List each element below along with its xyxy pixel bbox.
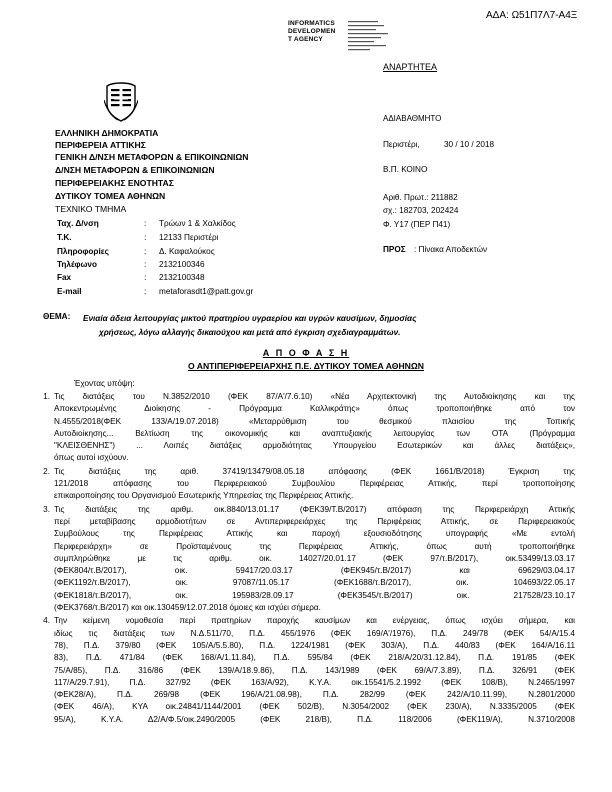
item-line: συμπληρώθηκε με τις αριθμ. οικ. 14027/20.01.17 (ΦΕΚ 97/τ.Β/2017), οικ.53499/13.03.17 bbox=[54, 553, 575, 563]
subject-label: ΘΕΜΑ: bbox=[43, 312, 71, 321]
considerations-list bbox=[30, 391, 575, 727]
informatics-logo-line: T AGENCY bbox=[288, 36, 323, 43]
item-line: "ΚΛΕΙΣΘΕΝΗΣ") ... Λοιπές διατάξεις αρμοδιότητας Υπουργείου Εσωτερικών και άλλες διατάξεις», bbox=[54, 441, 575, 451]
place-label: Περιστέρι, bbox=[383, 140, 420, 149]
contact-colon: : bbox=[144, 219, 147, 228]
item-line: όπως αυτοί ισχύουν. bbox=[54, 453, 129, 463]
consideration-item bbox=[30, 615, 575, 726]
item-number: 4. bbox=[43, 616, 50, 626]
header-directorate: Δ/ΝΣΗ ΜΕΤΑΦΟΡΩΝ & ΕΠΙΚΟΙΝΩΝΙΩΝ bbox=[55, 165, 215, 175]
contact-email-link[interactable]: metaforasdt1@patt.gov.gr bbox=[159, 287, 254, 296]
header-western-sector: ΔΥΤΙΚΟΥ ΤΟΜΕΑ ΑΘΗΝΩΝ bbox=[55, 191, 166, 201]
contact-phone: 2132100346 bbox=[159, 260, 205, 269]
contact-colon: : bbox=[144, 260, 147, 269]
item-line: 121/2018 απόφασης του Περιφερειακού Συμβουλίου Περιφέρειας Αττικής, περί τροποποίησης bbox=[54, 479, 575, 489]
item-line: 78), Π.Δ. 379/80 (ΦΕΚ 105/Α/5.5.80), Π.Δ. 1224/1981 (ΦΕΚ 303/Α), Π.Δ. 440/83 (ΦΕΚ 164/Α/16.11 bbox=[54, 640, 575, 650]
item-line: Την κείμενη νομοθεσία περί πρατηρίων παροχής καυσίμων και ενέργειας, όπως ισχύει σήμερα, και bbox=[54, 616, 575, 626]
digital-signature-mark bbox=[348, 20, 396, 54]
header-general-directorate: ΓΕΝΙΚΗ Δ/ΝΣΗ ΜΕΤΑΦΟΡΩΝ & ΕΠΙΚΟΙΝΩΝΙΩΝ bbox=[55, 152, 249, 162]
item-line: 117/Α/29.7.91), Π.Δ. 327/92 (ΦΕΚ 163/Α/92), Κ.Υ.Α. οικ.15541/5.2.1992 (ΦΕΚ 108/Β), Ν.2465/1997 bbox=[54, 677, 575, 687]
item-line: ιδίως τις διατάξεις των Ν.Δ.511/70, Π.Δ. 455/1976 (ΦΕΚ 169/Α'/1976), Π.Δ. 249/78 (ΦΕΚ 54/Α/15.4 bbox=[54, 628, 575, 638]
contact-label-email: E-mail bbox=[57, 287, 82, 296]
protocol-number: Αριθ. Πρωτ.: 211882 bbox=[383, 193, 458, 202]
contact-fax: 2132100348 bbox=[159, 273, 205, 282]
item-line: (ΦΕΚ1192/τ.Β/2017), οικ. 97087/11.05.17 (ΦΕΚ1688/τ.Β/2017), οικ. 104693/22.05.17 bbox=[54, 578, 575, 588]
subject-text bbox=[83, 312, 583, 340]
consideration-item bbox=[30, 466, 575, 503]
consideration-item bbox=[30, 391, 575, 465]
item-line: Τις διατάξεις της αριθμ. οικ.8840/13.01.17 (ΦΕΚ39/Τ.Β/2017) απόφαση της Περιφερειάρχη Αττικής bbox=[54, 504, 575, 514]
item-line: (ΦΕΚ804/τ.Β/2017), οικ. 59417/20.03.17 (ΦΕΚ945/τ.Β/2017) και 69629/03.04.17 bbox=[54, 566, 575, 576]
item-line: περί μεταβίβασης αρμοδιοτήτων σε Αντιπεριφερειάρχες της Περιφέρειας Αττικής, σε Περιφερειακούς bbox=[54, 516, 575, 526]
contact-colon: : bbox=[144, 287, 147, 296]
item-line: 75/Α/85), Π.Δ. 316/86 (ΦΕΚ 139/Α/18.9.86), Π.Δ. 143/1989 (ΦΕΚ 69/Α/7.3.89), Π.Δ. 326/91 (ΦΕΚ bbox=[54, 665, 575, 675]
greek-emblem-icon bbox=[104, 80, 138, 122]
contact-label-phone: Τηλέφωνο bbox=[57, 260, 97, 269]
item-line: Τις διατάξεις του Ν.3852/2010 (ΦΕΚ 87/Α'/7.6.10) «Νέα Αρχιτεκτονική της Αυτοδιοίκησης και της bbox=[54, 392, 575, 401]
contact-label-address: Ταχ. Δ/νση bbox=[57, 219, 99, 228]
item-line: Αυτοδιοίκησης... Βελτίωση της οικονομικής και αναπτυξιακής λειτουργίας των ΟΤΑ (Πρόγραμμα bbox=[54, 428, 575, 438]
related-numbers: σχ.: 182703, 202424 bbox=[383, 206, 459, 215]
having-regard-label: Έχοντας υπόψη: bbox=[74, 379, 135, 388]
informatics-logo-line: DEVELOPMEN bbox=[288, 28, 336, 35]
contact-colon: : bbox=[144, 233, 147, 242]
item-line: επικαιροποίησης του Οργανισμού Εσωτερικής Υπηρεσίας της Περιφέρειας Αττικής. bbox=[54, 491, 354, 501]
decision-title: Α Π Ο Φ Α Σ Η bbox=[262, 348, 350, 358]
contact-address: Τρώων 1 & Χαλκίδος bbox=[159, 219, 236, 228]
item-line: (ΦΕΚ1818/τ.Β/2017), οικ. 195983/28.09.17 (ΦΕΚ3545/τ.Β/2017) οικ. 217528/23.10.17 bbox=[54, 590, 575, 600]
item-number: 1. bbox=[43, 392, 50, 401]
item-line: Αποκεντρωμένης Διοίκησης - Πρόγραμμα Καλλικράτης» όπως τροποποιήθηκε από τον bbox=[54, 404, 575, 414]
file-reference: Φ. Υ17 (ΠΕΡ Π41) bbox=[383, 220, 451, 229]
contact-person: Δ. Καφαλούκος bbox=[159, 247, 215, 256]
classification-label: ΑΔΙΑΒΑΘΜΗΤΟ bbox=[383, 114, 442, 123]
informatics-logo-line: INFORMATICS bbox=[288, 20, 335, 27]
item-number: 3. bbox=[43, 504, 50, 514]
recipient-value: : Πίνακα Αποδεκτών bbox=[414, 245, 488, 254]
header-region: ΠΕΡΙΦΕΡΕΙΑ ΑΤΤΙΚΗΣ bbox=[55, 140, 146, 150]
subject-line: Ενιαία άδεια λειτουργίας μικτού πρατηρίου υγραερίου και υγρών καυσίμων, δημοσίας bbox=[83, 314, 417, 323]
item-line: 83), Π.Δ. 471/84 (ΦΕΚ 168/Α/1.11.84), Π.Δ. 595/84 (ΦΕΚ 218/Α/20/31.12.84), Π.Δ. 191/85 (ΦΕΚ bbox=[54, 653, 575, 663]
item-line: Τις διατάξεις της αριθ. 37419/13479/08.05.18 απόφασης (ΦΕΚ 1661/Β/2018) Έγκριση της bbox=[54, 466, 575, 476]
contact-label-info: Πληροφορίες bbox=[57, 247, 109, 256]
contact-colon: : bbox=[144, 273, 147, 282]
recipient-label: ΠΡΟΣ bbox=[383, 245, 406, 254]
item-line: Συμβούλους της Περιφέρειας Αττικής και παροχή εξουσιοδότησης υπογραφής «Με εντολή bbox=[54, 529, 575, 539]
header-technical-dept: ΤΕΧΝΙΚΟ ΤΜΗΜΑ bbox=[55, 204, 127, 214]
header-republic: ΕΛΛΗΝΙΚΗ ΔΗΜΟΚΡΑΤΙΑ bbox=[55, 128, 159, 138]
ada-code: ΑΔΑ: Ω51Π7Λ7-Α4Ξ bbox=[486, 10, 578, 21]
subject-line: χρήσεως, λόγω αλλαγής δικαιούχου και μετά από έγκριση σχεδιαγραμμάτων. bbox=[99, 328, 401, 337]
item-line: Περιφερειάρχη» σε Προϊσταμένους της Περιφέρειας Αττικής, όπως αυτή τροποποιήθηκε bbox=[54, 541, 575, 551]
item-line: (ΦΕΚ 46/Α), ΚΥΑ οικ.24841/1144/2001 (ΦΕΚ 502/Β), Ν.3054/2002 (ΦΕΚ 230/Α), Ν.3335/2005 (ΦΕΚ bbox=[54, 702, 575, 712]
contact-label-fax: Fax bbox=[57, 273, 72, 282]
item-line: Ν.4555/2018(ΦΕΚ 133/Α/19.07.2018) «Μεταρρύθμιση του θεσμικού πλαισίου της Τοπικής bbox=[54, 416, 575, 426]
informatics-logo bbox=[288, 20, 336, 44]
contact-colon: : bbox=[144, 247, 147, 256]
item-line: 95/Α), Κ.Υ.Α. Δ2/Α/Φ.5/οικ.2490/2005 (ΦΕΚ 218/Β), Π.Δ. 118/2006 (ΦΕΚ119/Α), Ν.3710/2008 bbox=[54, 714, 575, 724]
posted-label: ΑΝΑΡΤΗΤΕΑ bbox=[383, 62, 438, 72]
decision-subtitle: Ο ΑΝΤΙΠΕΡΙΦΕΡΕΙΑΡΧΗΣ Π.Ε. ΔΥΤΙΚΟΥ ΤΟΜΕΑ ΑΘΗΝΩΝ bbox=[188, 361, 424, 371]
contact-label-postcode: Τ.Κ. bbox=[57, 233, 72, 242]
contact-postcode: 12133 Περιστέρι bbox=[159, 233, 219, 242]
vp-label: Β.Π. ΚΟΙΝΟ bbox=[383, 165, 428, 174]
item-number: 2. bbox=[43, 466, 50, 476]
consideration-item bbox=[30, 504, 575, 615]
item-line: (ΦΕΚ3768/τ.Β/2017) και οικ.130459/12.07.2018 όμοιες και ισχύει σήμερα. bbox=[54, 603, 321, 613]
document-date: 30 / 10 / 2018 bbox=[444, 140, 495, 149]
item-line: (ΦΕΚ28/Α), Π.Δ. 269/98 (ΦΕΚ 196/Α/21.08.98), Π.Δ. 282/99 (ΦΕΚ 242/Α/10.11.99), Ν.2801/2000 bbox=[54, 690, 575, 700]
header-regional-unit: ΠΕΡΙΦΕΡΕΙΑΚΗΣ ΕΝΟΤΗΤΑΣ bbox=[55, 178, 174, 188]
